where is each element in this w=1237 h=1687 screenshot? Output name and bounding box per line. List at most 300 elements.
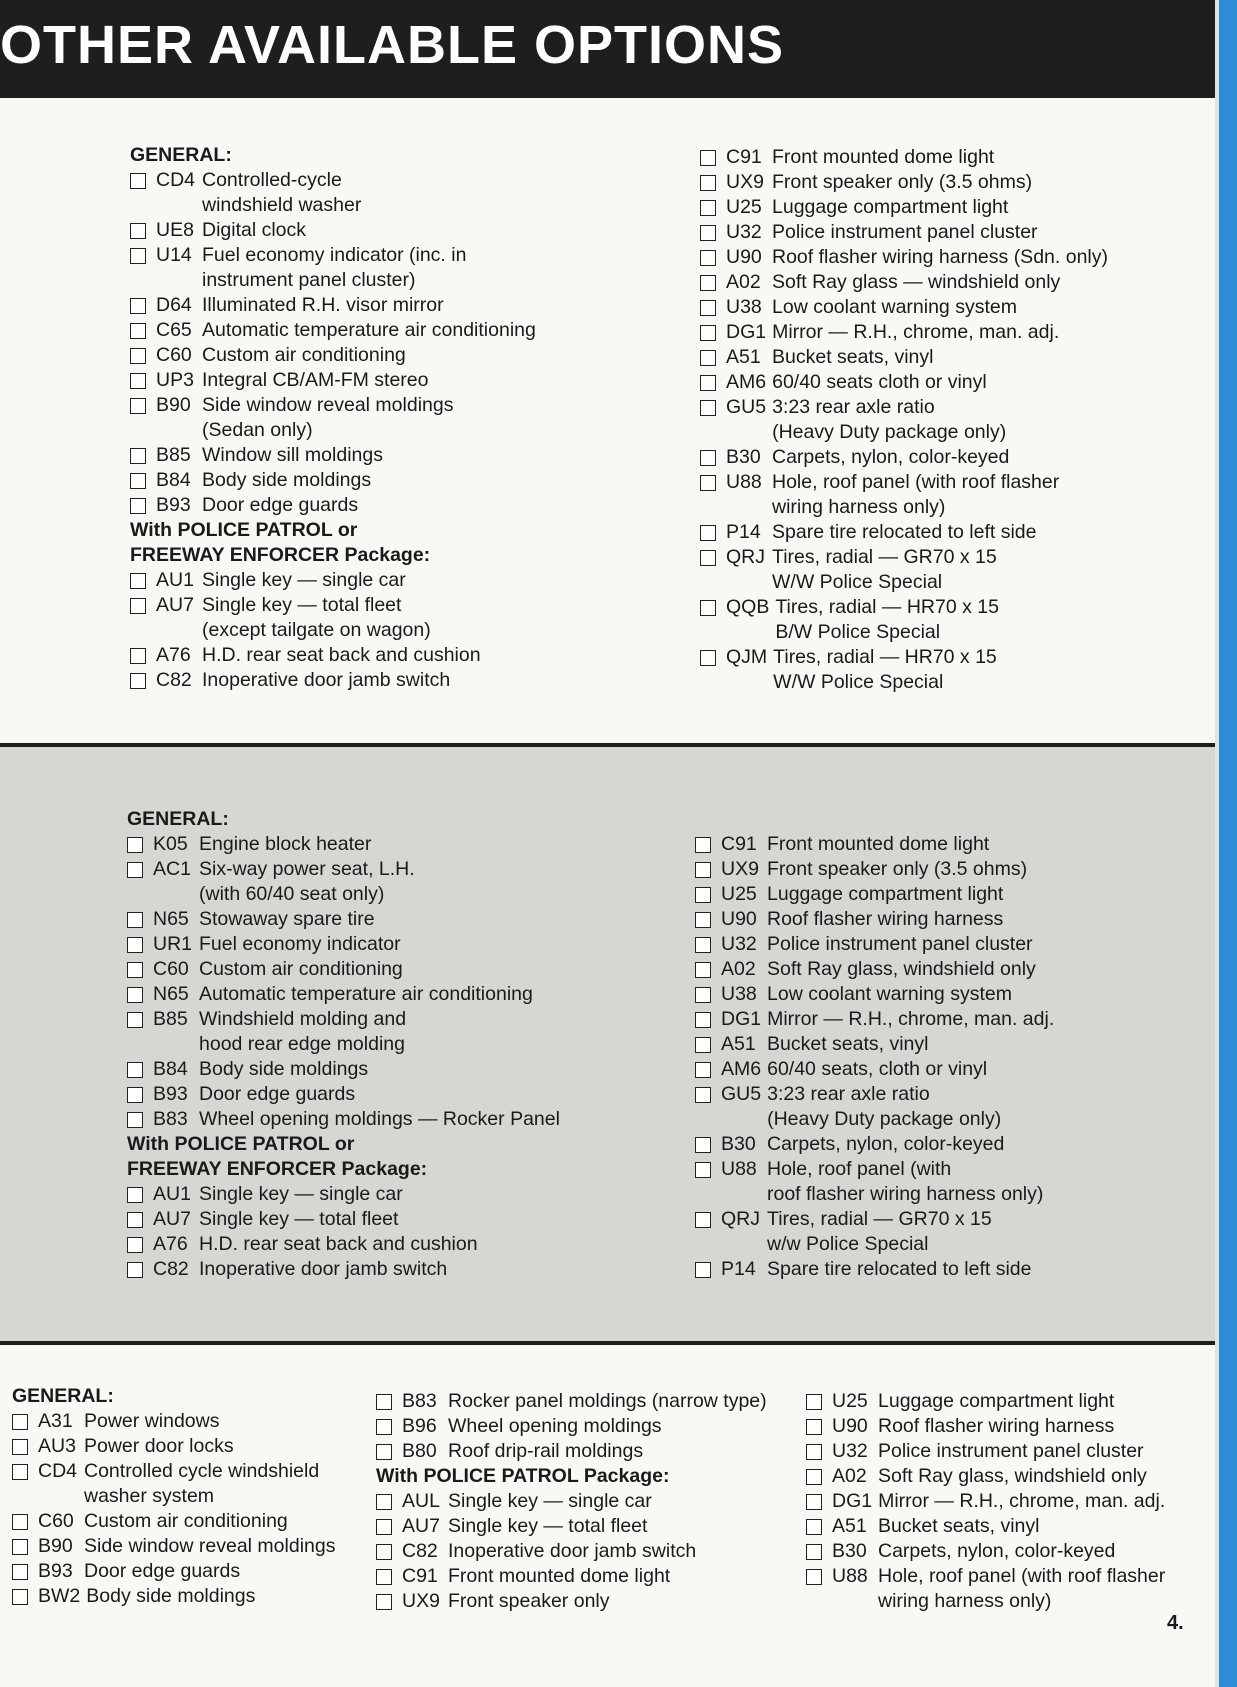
option-description — [202, 343, 406, 368]
option-code: U32 — [726, 221, 762, 243]
option-checkbox[interactable] — [12, 1464, 28, 1480]
option-checkbox[interactable] — [127, 1237, 143, 1253]
option-checkbox[interactable] — [127, 862, 143, 878]
option-description-line: Police instrument panel cluster — [878, 1440, 1144, 1462]
option-checkbox[interactable] — [130, 573, 146, 589]
option-description — [775, 595, 999, 645]
option-description — [84, 1534, 335, 1559]
option-description-line: Side window reveal moldings — [202, 394, 454, 416]
option-checkbox[interactable] — [12, 1439, 28, 1455]
option-item — [130, 218, 536, 243]
option-description-line: Bucket seats, vinyl — [767, 1033, 929, 1055]
option-checkbox[interactable] — [127, 1187, 143, 1203]
option-description — [767, 1207, 992, 1257]
option-description-line: Inoperative door jamb switch — [448, 1540, 697, 1562]
option-item — [700, 520, 1108, 545]
section-3-column-3 — [806, 1389, 1165, 1614]
option-code: UE8 — [156, 219, 194, 241]
option-checkbox[interactable] — [700, 350, 716, 366]
option-checkbox[interactable] — [695, 1262, 711, 1278]
option-checkbox[interactable] — [127, 837, 143, 853]
option-description — [878, 1439, 1144, 1464]
option-description-line: Single key — total fleet — [202, 594, 402, 616]
option-code: AM6 — [726, 371, 767, 393]
option-description-line: Roof flasher wiring harness (Sdn. only) — [772, 246, 1108, 268]
option-code: A02 — [832, 1465, 867, 1487]
option-description — [84, 1409, 219, 1434]
option-item — [127, 982, 560, 1007]
option-description-line: Custom air conditioning — [202, 344, 406, 366]
option-item — [12, 1409, 335, 1434]
option-description — [199, 1082, 355, 1107]
option-description — [767, 832, 989, 857]
option-checkbox[interactable] — [130, 223, 146, 239]
option-code: A51 — [832, 1515, 867, 1537]
option-item — [806, 1489, 1165, 1514]
option-checkbox[interactable] — [700, 300, 716, 316]
option-description — [767, 1007, 1054, 1032]
section-heading: FREEWAY ENFORCER Package: — [127, 1158, 428, 1180]
option-item — [700, 245, 1108, 270]
option-checkbox[interactable] — [700, 525, 716, 541]
option-item — [695, 1007, 1054, 1032]
option-code: U32 — [721, 933, 757, 955]
option-description — [448, 1539, 696, 1564]
option-description-continuation: B/W Police Special — [775, 621, 941, 643]
option-checkbox[interactable] — [700, 175, 716, 191]
option-description-line: Single key — total fleet — [448, 1515, 648, 1537]
option-item — [700, 370, 1108, 395]
option-checkbox[interactable] — [127, 1212, 143, 1228]
option-description-line: Inoperative door jamb switch — [199, 1258, 448, 1280]
option-description-continuation: (Heavy Duty package only) — [767, 1108, 1002, 1130]
option-checkbox[interactable] — [130, 348, 146, 364]
option-checkbox[interactable] — [695, 1087, 711, 1103]
option-checkbox[interactable] — [130, 673, 146, 689]
option-checkbox[interactable] — [130, 473, 146, 489]
option-code: GU5 — [726, 396, 767, 418]
option-description — [202, 568, 406, 593]
option-description — [772, 520, 1036, 545]
option-checkbox[interactable] — [130, 598, 146, 614]
option-checkbox[interactable] — [695, 887, 711, 903]
option-description — [199, 1232, 478, 1257]
option-description — [202, 168, 361, 218]
option-item — [700, 395, 1108, 445]
section-1-column-2 — [700, 145, 1108, 695]
option-checkbox[interactable] — [127, 1112, 143, 1128]
option-description — [772, 295, 1017, 320]
option-item — [700, 545, 1108, 595]
option-code: U25 — [721, 883, 757, 905]
option-description-line: Mirror — R.H., chrome, man. adj. — [772, 321, 1060, 343]
option-description — [199, 957, 403, 982]
option-code: C82 — [402, 1540, 438, 1562]
option-item — [806, 1414, 1165, 1439]
option-checkbox[interactable] — [127, 1262, 143, 1278]
option-description-line: Police instrument panel cluster — [767, 933, 1033, 955]
option-code: C65 — [156, 319, 192, 341]
option-checkbox[interactable] — [806, 1444, 822, 1460]
option-checkbox[interactable] — [700, 200, 716, 216]
option-checkbox[interactable] — [806, 1544, 822, 1560]
option-description — [767, 882, 1003, 907]
option-code: AU7 — [153, 1208, 191, 1230]
option-description — [773, 645, 997, 695]
option-description — [84, 1509, 288, 1534]
option-checkbox[interactable] — [130, 398, 146, 414]
option-code: U25 — [832, 1390, 868, 1412]
option-description-line: Door edge guards — [84, 1560, 241, 1582]
option-item — [130, 493, 536, 518]
option-checkbox[interactable] — [130, 173, 146, 189]
option-description-line: Luggage compartment light — [767, 883, 1004, 905]
option-code: DG1 — [721, 1008, 762, 1030]
option-code: A02 — [721, 958, 756, 980]
option-description — [202, 243, 466, 293]
option-checkbox[interactable] — [695, 862, 711, 878]
option-description-line: Tires, radial — HR70 x 15 — [773, 646, 997, 668]
option-checkbox[interactable] — [127, 1012, 143, 1028]
option-item — [695, 882, 1054, 907]
option-code: CD4 — [156, 169, 196, 191]
option-description — [202, 443, 383, 468]
option-item — [806, 1389, 1165, 1414]
option-description-line: Automatic temperature air conditioning — [199, 983, 533, 1005]
option-code: C91 — [402, 1565, 438, 1587]
option-item — [695, 1207, 1054, 1257]
option-description — [199, 1207, 398, 1232]
option-description-line: Hole, roof panel (with — [767, 1158, 952, 1180]
option-description-line: Front mounted dome light — [767, 833, 990, 855]
option-description-line: Bucket seats, vinyl — [772, 346, 934, 368]
option-checkbox[interactable] — [695, 962, 711, 978]
page-header — [0, 0, 1215, 98]
option-checkbox[interactable] — [130, 648, 146, 664]
option-description — [202, 218, 306, 243]
option-checkbox[interactable] — [695, 1037, 711, 1053]
option-item — [130, 593, 536, 643]
option-item — [695, 907, 1054, 932]
option-description — [84, 1459, 319, 1509]
option-checkbox[interactable] — [700, 650, 716, 666]
option-checkbox[interactable] — [695, 837, 711, 853]
option-code: B90 — [156, 394, 191, 416]
option-description-line: Single key — total fleet — [199, 1208, 399, 1230]
option-description — [199, 1007, 406, 1057]
option-description-continuation: (Sedan only) — [202, 419, 313, 441]
section-heading: With POLICE PATROL or — [127, 1133, 355, 1155]
option-checkbox[interactable] — [700, 275, 716, 291]
option-description — [767, 907, 1003, 932]
options-section-2 — [0, 743, 1215, 1345]
option-checkbox[interactable] — [695, 987, 711, 1003]
option-checkbox[interactable] — [376, 1569, 392, 1585]
option-checkbox[interactable] — [695, 1137, 711, 1153]
section-heading: GENERAL: — [130, 144, 232, 166]
option-code: P14 — [726, 521, 761, 543]
option-checkbox[interactable] — [127, 1087, 143, 1103]
option-code: U88 — [726, 471, 762, 493]
option-item — [130, 668, 536, 693]
option-code: C60 — [156, 344, 192, 366]
option-item — [700, 470, 1108, 520]
option-item — [130, 343, 536, 368]
option-code: B30 — [832, 1540, 867, 1562]
option-description-line: Soft Ray glass, windshield only — [878, 1465, 1147, 1487]
option-item — [806, 1464, 1165, 1489]
option-description-line: Stowaway spare tire — [199, 908, 375, 930]
option-code: U25 — [726, 196, 762, 218]
option-description-line: Integral CB/AM-FM stereo — [202, 369, 429, 391]
option-checkbox[interactable] — [130, 248, 146, 264]
option-description-line: Mirror — R.H., chrome, man. adj. — [767, 1008, 1055, 1030]
option-code: UX9 — [726, 171, 764, 193]
option-item — [130, 293, 536, 318]
option-item — [695, 832, 1054, 857]
option-checkbox[interactable] — [700, 250, 716, 266]
option-checkbox[interactable] — [130, 448, 146, 464]
option-item — [127, 1182, 560, 1207]
option-item — [695, 957, 1054, 982]
option-code: C82 — [156, 669, 192, 691]
option-checkbox[interactable] — [806, 1469, 822, 1485]
option-code: B85 — [153, 1008, 188, 1030]
option-checkbox[interactable] — [130, 498, 146, 514]
option-checkbox[interactable] — [700, 225, 716, 241]
option-code: U88 — [832, 1565, 868, 1587]
option-code: B93 — [38, 1560, 73, 1582]
section-2-column-2 — [695, 832, 1054, 1282]
option-item — [127, 857, 560, 907]
option-description — [767, 1132, 1004, 1157]
option-description-line: Illuminated R.H. visor mirror — [202, 294, 444, 316]
option-description-line: Six-way power seat, L.H. — [199, 858, 415, 880]
option-description-line: Low coolant warning system — [772, 296, 1017, 318]
option-description-line: Window sill moldings — [202, 444, 383, 466]
option-item — [12, 1434, 335, 1459]
option-description-line: Soft Ray glass — windshield only — [772, 271, 1061, 293]
option-item — [376, 1564, 767, 1589]
option-checkbox[interactable] — [130, 373, 146, 389]
option-code: A02 — [726, 271, 761, 293]
option-item — [376, 1414, 767, 1439]
option-checkbox[interactable] — [127, 937, 143, 953]
option-description-line: Tires, radial — GR70 x 15 — [772, 546, 997, 568]
section-heading: FREEWAY ENFORCER Package: — [130, 544, 431, 566]
option-description — [772, 270, 1060, 295]
option-description-line: Carpets, nylon, color-keyed — [878, 1540, 1116, 1562]
option-checkbox[interactable] — [695, 1162, 711, 1178]
option-checkbox[interactable] — [695, 1012, 711, 1028]
option-checkbox[interactable] — [695, 1212, 711, 1228]
option-description-continuation: wiring harness only) — [772, 496, 946, 518]
option-item — [130, 168, 536, 218]
option-description-line: Body side moldings — [202, 469, 372, 491]
option-checkbox[interactable] — [130, 298, 146, 314]
option-code: CD4 — [38, 1460, 78, 1482]
option-description — [199, 907, 375, 932]
option-item — [700, 295, 1108, 320]
option-description — [772, 220, 1038, 245]
option-code: A76 — [156, 644, 191, 666]
option-code: B30 — [721, 1133, 756, 1155]
option-code: U32 — [832, 1440, 868, 1462]
option-code: B84 — [153, 1058, 188, 1080]
option-checkbox[interactable] — [806, 1519, 822, 1535]
option-description — [772, 245, 1108, 270]
options-section-1 — [0, 98, 1215, 743]
option-checkbox[interactable] — [700, 325, 716, 341]
option-description-continuation: (except tailgate on wagon) — [202, 619, 431, 641]
option-item — [12, 1509, 335, 1534]
option-code: B90 — [38, 1535, 73, 1557]
option-description-line: Body side moldings — [199, 1058, 369, 1080]
option-description — [202, 468, 371, 493]
option-item — [127, 1207, 560, 1232]
option-description — [772, 145, 994, 170]
option-checkbox[interactable] — [700, 550, 716, 566]
option-code: A76 — [153, 1233, 188, 1255]
option-description — [772, 320, 1059, 345]
option-item — [806, 1514, 1165, 1539]
option-description — [878, 1414, 1114, 1439]
option-description-line: Low coolant warning system — [767, 983, 1012, 1005]
option-checkbox[interactable] — [700, 150, 716, 166]
option-checkbox[interactable] — [12, 1414, 28, 1430]
option-description-line: Fuel economy indicator — [199, 933, 401, 955]
option-description-line: Hole, roof panel (with roof flasher — [878, 1565, 1166, 1587]
option-code: C91 — [721, 833, 757, 855]
option-checkbox[interactable] — [700, 375, 716, 391]
option-checkbox[interactable] — [376, 1494, 392, 1510]
option-checkbox[interactable] — [127, 962, 143, 978]
option-checkbox[interactable] — [700, 475, 716, 491]
option-item — [695, 932, 1054, 957]
option-checkbox[interactable] — [806, 1419, 822, 1435]
option-item — [127, 1057, 560, 1082]
option-code: DG1 — [726, 321, 767, 343]
option-checkbox[interactable] — [12, 1564, 28, 1580]
option-description — [86, 1584, 255, 1609]
option-checkbox[interactable] — [130, 323, 146, 339]
option-item — [127, 1007, 560, 1057]
option-item — [806, 1439, 1165, 1464]
option-description-continuation: washer system — [84, 1485, 215, 1507]
option-code: B83 — [153, 1108, 188, 1130]
section-3-column-1 — [12, 1384, 335, 1609]
option-code: BW2 — [38, 1585, 81, 1607]
option-item — [127, 1082, 560, 1107]
option-checkbox[interactable] — [376, 1519, 392, 1535]
option-item — [12, 1534, 335, 1559]
option-item — [695, 1257, 1054, 1282]
option-description — [202, 593, 431, 643]
option-code: B96 — [402, 1415, 437, 1437]
option-description — [767, 982, 1012, 1007]
option-checkbox[interactable] — [806, 1494, 822, 1510]
option-code: AM6 — [721, 1058, 762, 1080]
option-checkbox[interactable] — [806, 1569, 822, 1585]
option-item — [695, 1132, 1054, 1157]
option-checkbox[interactable] — [376, 1594, 392, 1610]
option-checkbox[interactable] — [127, 1062, 143, 1078]
option-code: C60 — [38, 1510, 74, 1532]
option-description-line: H.D. rear seat back and cushion — [199, 1233, 478, 1255]
option-checkbox[interactable] — [12, 1539, 28, 1555]
option-description — [448, 1589, 610, 1614]
option-description — [199, 932, 401, 957]
option-code: U14 — [156, 244, 192, 266]
option-description — [767, 1082, 1001, 1132]
option-code: AUL — [402, 1490, 440, 1512]
option-description-line: Power windows — [84, 1410, 220, 1432]
option-description-line: Front speaker only (3.5 ohms) — [772, 171, 1033, 193]
option-checkbox[interactable] — [695, 912, 711, 928]
option-checkbox[interactable] — [376, 1544, 392, 1560]
option-checkbox[interactable] — [127, 987, 143, 1003]
option-item — [130, 468, 536, 493]
option-description-line: Custom air conditioning — [84, 1510, 288, 1532]
option-description-line: 60/40 seats cloth or vinyl — [772, 371, 987, 393]
option-checkbox[interactable] — [695, 937, 711, 953]
option-checkbox[interactable] — [376, 1394, 392, 1410]
option-code: DG1 — [832, 1490, 873, 1512]
option-item — [130, 643, 536, 668]
option-description-line: Bucket seats, vinyl — [878, 1515, 1040, 1537]
options-section-3 — [0, 1345, 1215, 1687]
option-code: B93 — [153, 1083, 188, 1105]
option-checkbox[interactable] — [700, 450, 716, 466]
option-description — [767, 1157, 1043, 1207]
option-code: AU3 — [38, 1435, 76, 1457]
option-item — [130, 393, 536, 443]
option-description-line: Digital clock — [202, 219, 307, 241]
option-checkbox[interactable] — [700, 400, 716, 416]
option-item — [127, 832, 560, 857]
option-checkbox[interactable] — [695, 1062, 711, 1078]
option-description-line: Mirror — R.H., chrome, man. adj. — [878, 1490, 1166, 1512]
option-checkbox[interactable] — [376, 1419, 392, 1435]
section-3-column-2 — [376, 1389, 767, 1614]
option-item — [376, 1514, 767, 1539]
option-description-line: 3:23 rear axle ratio — [767, 1083, 930, 1105]
option-description — [448, 1514, 647, 1539]
option-item — [12, 1459, 335, 1509]
option-checkbox[interactable] — [806, 1394, 822, 1410]
option-code: B85 — [156, 444, 191, 466]
option-checkbox[interactable] — [12, 1514, 28, 1530]
option-code: U90 — [832, 1415, 868, 1437]
option-description — [772, 195, 1008, 220]
option-description-line: Door edge guards — [202, 494, 359, 516]
option-checkbox[interactable] — [12, 1589, 28, 1605]
option-item — [700, 145, 1108, 170]
option-description-line: Hole, roof panel (with roof flasher — [772, 471, 1060, 493]
option-description-line: Front speaker only — [448, 1590, 610, 1612]
section-heading: GENERAL: — [12, 1385, 114, 1407]
page-number: 4. — [1167, 1612, 1184, 1634]
option-description — [202, 368, 428, 393]
option-description — [202, 393, 453, 443]
option-description — [878, 1489, 1165, 1514]
option-description-line: 60/40 seats, cloth or vinyl — [767, 1058, 988, 1080]
option-description-continuation: (with 60/40 seat only) — [199, 883, 385, 905]
option-checkbox[interactable] — [700, 600, 716, 616]
option-description — [767, 1032, 928, 1057]
option-checkbox[interactable] — [376, 1444, 392, 1460]
option-checkbox[interactable] — [127, 912, 143, 928]
